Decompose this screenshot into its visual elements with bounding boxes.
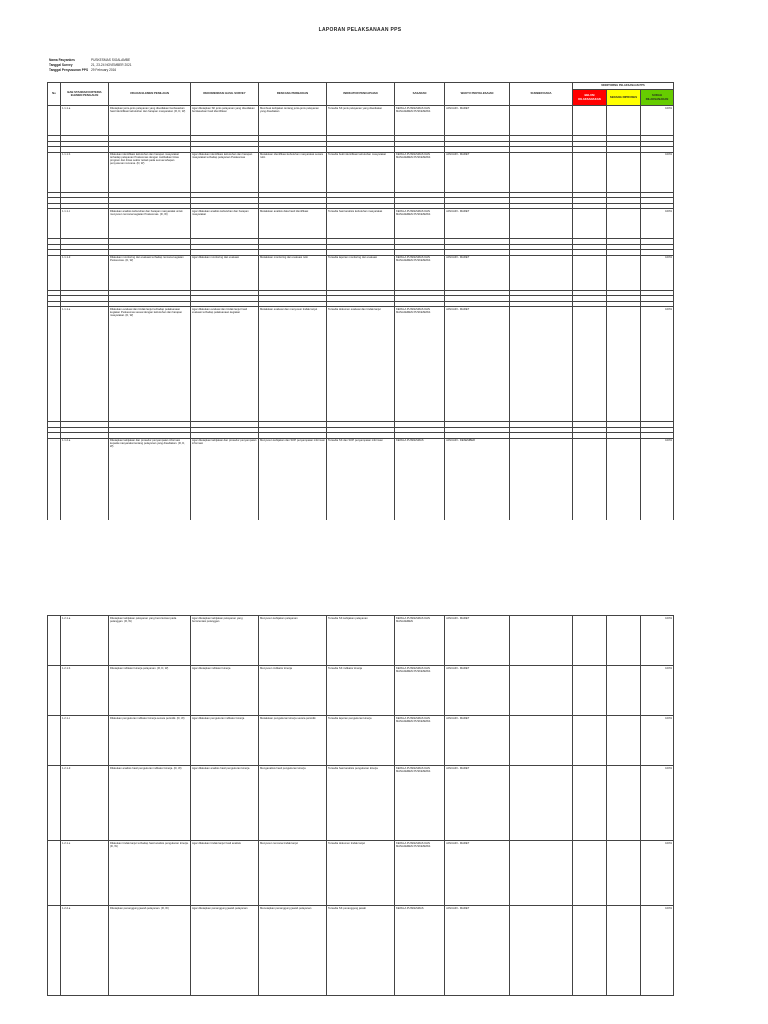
cell-waktu: JANUARI - MARET bbox=[445, 307, 510, 422]
cell-sedang bbox=[607, 106, 641, 136]
cell-indikator: Tersedia hasil analisis pengukuran kinerja bbox=[327, 766, 395, 841]
cell-rencana: Menganalisis hasil pengukuran kinerja bbox=[259, 766, 327, 841]
cell-rencana: Membuat kebijakan tentang jenis-jenis pelayanan yang disediakan bbox=[259, 106, 327, 136]
cell-uraian: Dilakukan identifikasi kebutuhan dan harapan masyarakat terhadap pelayanan Puskesmas dengan melibatkan lintas program dan lintas sektor terkait pada semua tahapan penyusunan rencana. (D, W) bbox=[109, 152, 191, 192]
cell-bab: 1.2.1.e bbox=[61, 841, 109, 906]
cell-sumber-dana bbox=[510, 255, 573, 290]
cell-no bbox=[48, 307, 61, 422]
cell-sasaran: KEPALA PUSKESMAS DAN MANAJEMEN PUSKESMAS bbox=[395, 666, 445, 716]
cell-waktu: JANUARI - MARET bbox=[445, 255, 510, 290]
cell-no bbox=[48, 906, 61, 996]
cell-sumber-dana bbox=[510, 209, 573, 239]
cell-bab: 1.1.1.b bbox=[61, 152, 109, 192]
cell-no bbox=[48, 106, 61, 136]
cell-sedang bbox=[607, 307, 641, 422]
pps-table-page-2 bbox=[47, 615, 674, 996]
cell-rencana: Melakukan monitoring dan evaluasi rutin bbox=[259, 255, 327, 290]
cell-indikator: Tersedia dokumen tindak lanjut bbox=[327, 841, 395, 906]
cell-rencana: Menyusun kebijakan pelayanan bbox=[259, 616, 327, 666]
cell-belum bbox=[573, 152, 607, 192]
cell-waktu: JANUARI - DESEMBER bbox=[445, 438, 510, 538]
cell-uraian: Dilakukan monitoring dan evaluasi terhadap rencana kegiatan Puskesmas. (D, W) bbox=[109, 255, 191, 290]
table-row bbox=[48, 666, 674, 716]
cell-sumber-dana bbox=[510, 106, 573, 136]
cell-uraian: Dilakukan tindak lanjut terhadap hasil analisis pengukuran kinerja. (D, W) bbox=[109, 841, 191, 906]
meta-value: 29 February 2016 bbox=[91, 67, 117, 72]
cell-no bbox=[48, 841, 61, 906]
cell-rekomendasi: Agar dilakukan pengukuran indikator kinerja bbox=[191, 716, 259, 766]
cell-belum bbox=[573, 666, 607, 716]
col-indikator: INDIKATOR PENCAPAIAN bbox=[327, 83, 395, 106]
cell-sumber-dana bbox=[510, 906, 573, 996]
cell-uraian: Ditetapkan kebijakan dan prosedur penyampaian informasi kepada masyarakat tentang pelayanan yang disediakan. (R, D, W) bbox=[109, 438, 191, 538]
cell-rencana: Melakukan identifikasi kebutuhan masyarakat secara rutin bbox=[259, 152, 327, 192]
meta-value: PUSKESMAS SIGALAMBE bbox=[91, 58, 131, 62]
cell-uraian: Ditetapkan penanggung jawab pelayanan. (R, W) bbox=[109, 906, 191, 996]
cell-sasaran: KEPALA PUSKESMAS DAN MANAJEMEN PUSKESMAS bbox=[395, 841, 445, 906]
cell-sedang bbox=[607, 766, 641, 841]
cell-rekomendasi: Agar dilakukan monitoring dan evaluasi bbox=[191, 255, 259, 290]
cell-sedang bbox=[607, 152, 641, 192]
cell-bab: 1.1.1.c bbox=[61, 209, 109, 239]
cell-sudah: 100% bbox=[641, 106, 674, 136]
cell-sumber-dana bbox=[510, 616, 573, 666]
cell-sudah: 100% bbox=[641, 307, 674, 422]
cell-waktu: JANUARI - MARET bbox=[445, 106, 510, 136]
cell-sudah: 100% bbox=[641, 766, 674, 841]
cell-sasaran: KEPALA PUSKESMAS DAN MANAJEMEN PUSKESMAS bbox=[395, 307, 445, 422]
cell-bab: 1.2.2.a bbox=[61, 906, 109, 996]
cell-uraian: Dilakukan evaluasi dan tindak lanjut terhadap pelaksanaan kegiatan Puskesmas sesuai dengan kebutuhan dan harapan masyarakat. (D, W) bbox=[109, 307, 191, 422]
cell-bab: 1.1.2.a bbox=[61, 438, 109, 538]
status-sedang: SEDANG DIPROSES bbox=[607, 90, 641, 106]
meta-label: Nama Fasyankes bbox=[49, 58, 75, 62]
cell-sedang bbox=[607, 906, 641, 996]
cell-bab: 1.2.1.d bbox=[61, 766, 109, 841]
cell-bab: 1.2.1.b bbox=[61, 666, 109, 716]
cell-no bbox=[48, 666, 61, 716]
cell-belum bbox=[573, 841, 607, 906]
cell-sumber-dana bbox=[510, 841, 573, 906]
cell-sasaran: KEPALA PUSKESMAS DAN MANAJEMEN PUSKESMAS bbox=[395, 255, 445, 290]
cell-indikator: Tersedia bukti identifikasi kebutuhan masyarakat bbox=[327, 152, 395, 192]
cell-belum bbox=[573, 766, 607, 841]
table-row bbox=[48, 255, 674, 290]
cell-indikator: Tersedia SK dan SOP penyampaian informasi bbox=[327, 438, 395, 538]
cell-sumber-dana bbox=[510, 307, 573, 422]
cell-indikator: Tersedia laporan monitoring dan evaluasi bbox=[327, 255, 395, 290]
table-row bbox=[48, 307, 674, 422]
cell-rekomendasi: Agar ditetapkan penanggung jawab pelayanan bbox=[191, 906, 259, 996]
table-row bbox=[48, 906, 674, 996]
cell-sudah: 100% bbox=[641, 841, 674, 906]
cell-indikator: Tersedia laporan pengukuran kinerja bbox=[327, 716, 395, 766]
table-row bbox=[48, 106, 674, 136]
cell-uraian: Dilakukan analisis kebutuhan dan harapan masyarakat untuk menyusun rencana kegiatan Puskesmas. (D, W) bbox=[109, 209, 191, 239]
cell-waktu: JANUARI - MARET bbox=[445, 766, 510, 841]
cell-waktu: JANUARI - MARET bbox=[445, 716, 510, 766]
cell-rekomendasi: Agar ditetapkan SK jenis pelayanan yang disediakan berdasarkan hasil identifikasi bbox=[191, 106, 259, 136]
cell-belum bbox=[573, 106, 607, 136]
cell-sudah: 100% bbox=[641, 255, 674, 290]
report-page-2 bbox=[47, 615, 673, 1024]
col-rencana: RENCANA PERBAIKAN bbox=[259, 83, 327, 106]
cell-sasaran: KEPALA PUSKESMAS DAN MANAJEMEN PUSKESMAS bbox=[395, 209, 445, 239]
cell-waktu: JANUARI - MARET bbox=[445, 152, 510, 192]
table-row bbox=[48, 716, 674, 766]
cell-indikator: Tersedia hasil analisis kebutuhan masyarakat bbox=[327, 209, 395, 239]
cell-rekomendasi: Agar dilakukan evaluasi dan tindak lanjut hasil evaluasi terhadap pelaksanaan kegiatan bbox=[191, 307, 259, 422]
cell-sasaran: KEPALA PUSKESMAS bbox=[395, 438, 445, 538]
cell-sudah: 100% bbox=[641, 152, 674, 192]
cell-sedang bbox=[607, 716, 641, 766]
cell-uraian: Ditetapkan jenis-jenis pelayanan yang disediakan berdasarkan hasil identifikasi kebutuhan dan harapan masyarakat. (R, D, W) bbox=[109, 106, 191, 136]
cell-rencana: Melakukan pengukuran kinerja secara periodik bbox=[259, 716, 327, 766]
cell-indikator: Tersedia SK penanggung jawab bbox=[327, 906, 395, 996]
cell-indikator: Tersedia dokumen evaluasi dan tindak lanjut bbox=[327, 307, 395, 422]
cell-sedang bbox=[607, 841, 641, 906]
cell-waktu: JANUARI - MARET bbox=[445, 906, 510, 996]
cell-sumber-dana bbox=[510, 766, 573, 841]
cell-sudah: 100% bbox=[641, 716, 674, 766]
cell-no bbox=[48, 716, 61, 766]
cell-belum bbox=[573, 209, 607, 239]
status-belum: BELUM DILAKSANAKAN bbox=[573, 90, 607, 106]
cell-sumber-dana bbox=[510, 666, 573, 716]
cell-rencana: Menyusun kebijakan dan SOP penyampaian informasi bbox=[259, 438, 327, 538]
report-title: LAPORAN PELAKSANAAN PPS bbox=[318, 27, 402, 33]
page-gap bbox=[0, 520, 768, 615]
cell-sumber-dana bbox=[510, 716, 573, 766]
cell-sasaran: KEPALA PUSKESMAS DAN MANAJEMEN PUSKESMAS bbox=[395, 716, 445, 766]
cell-rencana: Menetapkan penanggung jawab pelayanan bbox=[259, 906, 327, 996]
table-row bbox=[48, 209, 674, 239]
cell-rencana: Melakukan analisis data hasil identifikasi bbox=[259, 209, 327, 239]
cell-sasaran: KEPALA PUSKESMAS DAN MANAJEMEN PUSKESMAS bbox=[395, 106, 445, 136]
cell-rekomendasi: Agar dilakukan analisis hasil pengukuran kinerja bbox=[191, 766, 259, 841]
cell-bab: 1.2.1.c bbox=[61, 716, 109, 766]
cell-rekomendasi: Agar ditetapkan indikator kinerja bbox=[191, 666, 259, 716]
col-waktu: WAKTU PENYELESAIAN bbox=[445, 83, 510, 106]
cell-rencana: Menyusun indikator kinerja bbox=[259, 666, 327, 716]
cell-belum bbox=[573, 307, 607, 422]
meta-value: 21, 23-24 NOVEMBER 2021 bbox=[91, 62, 132, 67]
cell-rekomendasi: Agar dilakukan analisis kebutuhan dan harapan masyarakat bbox=[191, 209, 259, 239]
cell-sasaran: KEPALA PUSKESMAS bbox=[395, 906, 445, 996]
col-sumber-dana: SUMBER DANA bbox=[510, 83, 573, 106]
table-row bbox=[48, 841, 674, 906]
col-monitoring: MONITORING PELAKSANAAN PPS bbox=[573, 83, 674, 90]
cell-bab: 1.1.1.e bbox=[61, 307, 109, 422]
col-bab: BAB STANDAR KRITERIA ELEMEN PENILAIAN bbox=[61, 83, 109, 106]
cell-bab: 1.1.1.d bbox=[61, 255, 109, 290]
col-no: No bbox=[48, 83, 61, 106]
cell-rencana: Menyusun rencana tindak lanjut bbox=[259, 841, 327, 906]
report-page-1 bbox=[47, 0, 673, 520]
cell-sedang bbox=[607, 209, 641, 239]
cell-rekomendasi: Agar ditetapkan kebijakan pelayanan yang berorientasi pelanggan bbox=[191, 616, 259, 666]
cell-waktu: JANUARI - MARET bbox=[445, 616, 510, 666]
cell-sudah: 100% bbox=[641, 616, 674, 666]
table-row bbox=[48, 152, 674, 192]
col-uraian: URAIAN ELEMEN PENILAIAN bbox=[109, 83, 191, 106]
cell-no bbox=[48, 255, 61, 290]
cell-belum bbox=[573, 716, 607, 766]
col-rekomendasi: REKOMENDASI HASIL SURVEY bbox=[191, 83, 259, 106]
cell-sudah: 100% bbox=[641, 666, 674, 716]
cell-sumber-dana bbox=[510, 152, 573, 192]
cell-belum bbox=[573, 255, 607, 290]
cell-rekomendasi: Agar dilakukan tindak lanjut hasil analisis bbox=[191, 841, 259, 906]
cell-sasaran: KEPALA PUSKESMAS DAN MANAJEMEN bbox=[395, 616, 445, 666]
cell-uraian: Ditetapkan kebijakan pelayanan yang berorientasi pada pelanggan. (R, W) bbox=[109, 616, 191, 666]
cell-rekomendasi: Agar ditetapkan kebijakan dan prosedur penyampaian informasi bbox=[191, 438, 259, 538]
cell-uraian: Dilakukan pengukuran indikator kinerja secara periodik. (D, W) bbox=[109, 716, 191, 766]
cell-rencana: Melakukan evaluasi dan menyusun tindak lanjut bbox=[259, 307, 327, 422]
cell-indikator: Tersedia SK indikator kinerja bbox=[327, 666, 395, 716]
cell-no bbox=[48, 766, 61, 841]
cell-sedang bbox=[607, 666, 641, 716]
table-row bbox=[48, 766, 674, 841]
status-sudah: SUDAH DILAKSANAKAN bbox=[641, 90, 674, 106]
table-row bbox=[48, 616, 674, 666]
report-meta bbox=[49, 58, 211, 72]
cell-waktu: JANUARI - MARET bbox=[445, 209, 510, 239]
cell-sudah: 100% bbox=[641, 209, 674, 239]
cell-no bbox=[48, 152, 61, 192]
cell-bab: 1.2.1.a bbox=[61, 616, 109, 666]
col-sasaran: SASARAN bbox=[395, 83, 445, 106]
cell-rekomendasi: Agar dilakukan identifikasi kebutuhan dan harapan masyarakat terhadap pelayanan Puskesmas bbox=[191, 152, 259, 192]
cell-uraian: Ditetapkan indikator kinerja pelayanan. (R, D, W) bbox=[109, 666, 191, 716]
cell-belum bbox=[573, 906, 607, 996]
cell-bab: 1.1.1.a bbox=[61, 106, 109, 136]
cell-sedang bbox=[607, 616, 641, 666]
cell-sasaran: KEPALA PUSKESMAS DAN MANAJEMEN PUSKESMAS bbox=[395, 152, 445, 192]
meta-label: Tanggal Survey bbox=[49, 62, 73, 67]
cell-sudah: 100% bbox=[641, 906, 674, 996]
cell-sedang bbox=[607, 255, 641, 290]
cell-no bbox=[48, 616, 61, 666]
cell-waktu: JANUARI - MARET bbox=[445, 666, 510, 716]
meta-label: Tanggal Penyusunan PPS bbox=[49, 67, 89, 72]
cell-sudah: 100% bbox=[641, 438, 674, 538]
cell-uraian: Dilakukan analisis hasil pengukuran indikator kinerja. (D, W) bbox=[109, 766, 191, 841]
cell-no bbox=[48, 209, 61, 239]
cell-indikator: Tersedia SK kebijakan pelayanan bbox=[327, 616, 395, 666]
cell-indikator: Tersedia SK jenis pelayanan yang disediakan bbox=[327, 106, 395, 136]
cell-sasaran: KEPALA PUSKESMAS DAN MANAJEMEN PUSKESMAS bbox=[395, 766, 445, 841]
cell-belum bbox=[573, 616, 607, 666]
cell-waktu: JANUARI - MARET bbox=[445, 841, 510, 906]
